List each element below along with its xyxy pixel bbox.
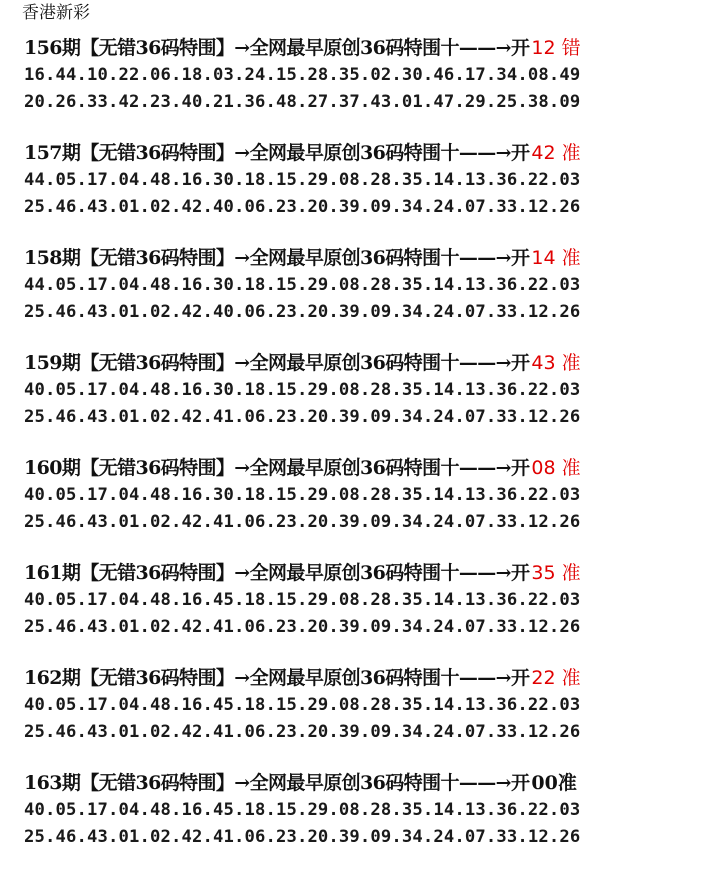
period-label: 161期 [24,562,81,584]
entry-160 [24,454,714,557]
number-row-2: 25.46.43.01.02.42.40.06.23.20.39.09.34.24.07.33.12.26 [24,302,581,322]
result-badge: 00准 [531,772,577,794]
number-row-1: 40.05.17.04.48.16.45.18.15.29.08.28.35.14.13.36.22.03 [24,695,581,715]
entry-header [24,664,714,692]
entry-158 [24,244,714,347]
entry-162 [24,664,714,767]
number-row-1: 44.05.17.04.48.16.30.18.15.29.08.28.35.14.13.36.22.03 [24,170,581,190]
period-label: 157期 [24,142,81,164]
entry-header [24,244,714,272]
period-label: 159期 [24,352,81,374]
entry-title: 【无错36码特围】→全网最早原创36码特围十——→开 [80,457,530,479]
number-row-2: 25.46.43.01.02.42.41.06.23.20.39.09.34.24.07.33.12.26 [24,512,581,532]
number-row-2: 20.26.33.42.23.40.21.36.48.27.37.43.01.47.29.25.38.09 [24,92,581,112]
entry-title: 【无错36码特围】→全网最早原创36码特围十——→开 [80,37,530,59]
entry-163 [24,769,714,872]
entry-157 [24,139,714,242]
entry-header [24,139,714,167]
period-label: 162期 [24,667,81,689]
number-row-1: 16.44.10.22.06.18.03.24.15.28.35.02.30.46.17.34.08.49 [24,65,581,85]
entry-161 [24,559,714,662]
entry-title: 【无错36码特围】→全网最早原创36码特围十——→开 [80,772,530,794]
period-label: 156期 [24,37,81,59]
period-label: 160期 [24,457,81,479]
entry-header [24,349,714,377]
result-badge: 42 准 [531,142,581,164]
result-badge: 22 准 [531,667,581,689]
number-row-2: 25.46.43.01.02.42.41.06.23.20.39.09.34.24.07.33.12.26 [24,407,581,427]
result-badge: 12 错 [531,37,581,59]
result-badge: 14 准 [531,247,581,269]
entry-header [24,454,714,482]
number-row-1: 40.05.17.04.48.16.30.18.15.29.08.28.35.14.13.36.22.03 [24,380,581,400]
page-title: 香港新彩 [22,3,90,23]
result-badge: 35 准 [531,562,581,584]
entry-156 [24,34,714,137]
entry-title: 【无错36码特围】→全网最早原创36码特围十——→开 [80,247,530,269]
period-label: 163期 [24,772,81,794]
entry-159 [24,349,714,452]
entry-header [24,559,714,587]
number-row-1: 40.05.17.04.48.16.45.18.15.29.08.28.35.14.13.36.22.03 [24,590,581,610]
number-row-1: 40.05.17.04.48.16.45.18.15.29.08.28.35.14.13.36.22.03 [24,800,581,820]
result-badge: 43 准 [531,352,581,374]
entry-title: 【无错36码特围】→全网最早原创36码特围十——→开 [80,142,530,164]
entry-title: 【无错36码特围】→全网最早原创36码特围十——→开 [80,667,530,689]
period-label: 158期 [24,247,81,269]
entry-list [24,34,714,874]
number-row-2: 25.46.43.01.02.42.41.06.23.20.39.09.34.24.07.33.12.26 [24,722,581,742]
number-row-1: 40.05.17.04.48.16.30.18.15.29.08.28.35.14.13.36.22.03 [24,485,581,505]
number-row-2: 25.46.43.01.02.42.40.06.23.20.39.09.34.24.07.33.12.26 [24,197,581,217]
number-row-1: 44.05.17.04.48.16.30.18.15.29.08.28.35.14.13.36.22.03 [24,275,581,295]
entry-title: 【无错36码特围】→全网最早原创36码特围十——→开 [80,562,530,584]
entry-header [24,34,714,62]
result-badge: 08 准 [531,457,581,479]
number-row-2: 25.46.43.01.02.42.41.06.23.20.39.09.34.24.07.33.12.26 [24,827,581,847]
number-row-2: 25.46.43.01.02.42.41.06.23.20.39.09.34.24.07.33.12.26 [24,617,581,637]
entry-title: 【无错36码特围】→全网最早原创36码特围十——→开 [80,352,530,374]
entry-header [24,769,714,797]
